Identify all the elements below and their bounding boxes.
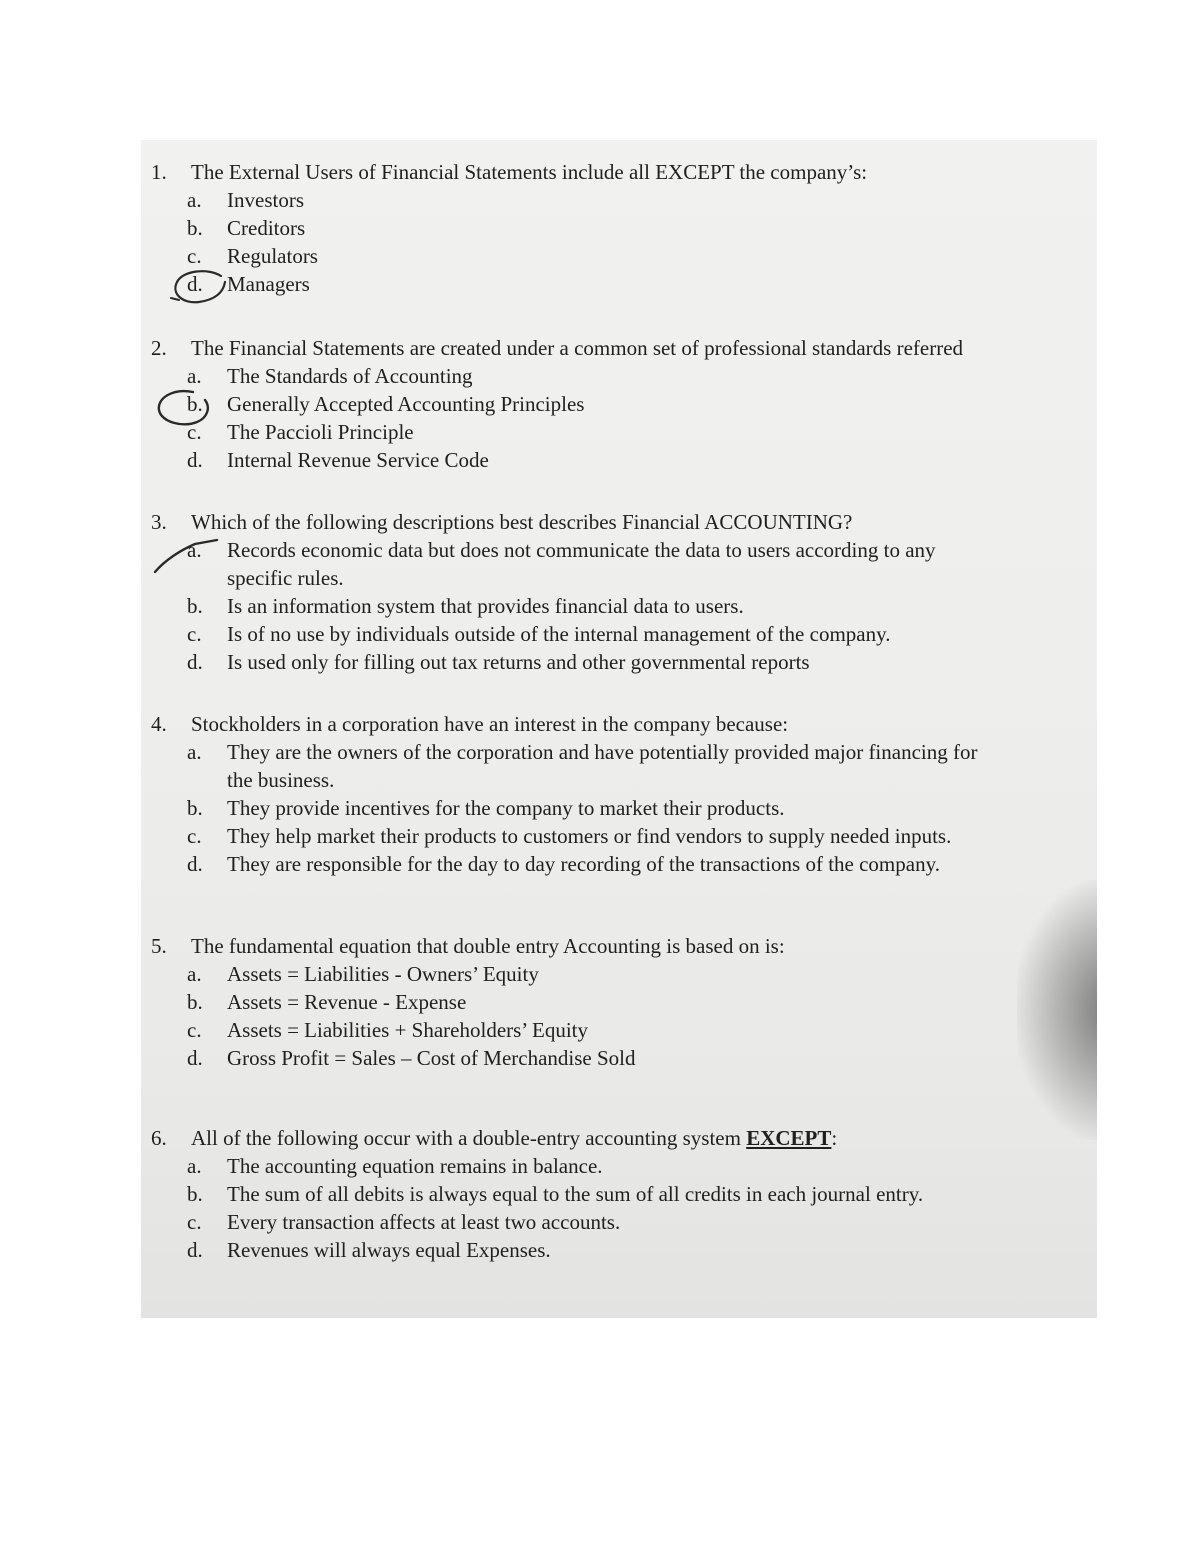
option-text: Assets = Liabilities - Owners’ Equity: [227, 962, 539, 986]
option-d: [141, 650, 1097, 678]
option-a: [141, 538, 1097, 566]
option-letter: b.: [187, 594, 203, 618]
question-text: The External Users of Financial Statements include all EXCEPT the company’s:: [191, 160, 868, 184]
question-4: [141, 712, 1097, 880]
option-text: Records economic data but does not communicate the data to users according to any: [227, 538, 936, 562]
question-2-stem: [141, 336, 1097, 364]
option-text: They help market their products to customers or find vendors to supply needed inputs.: [227, 824, 952, 848]
question-number: 2.: [151, 336, 167, 360]
question-number: 3.: [151, 510, 167, 534]
option-text: Regulators: [227, 244, 318, 268]
option-text: The Paccioli Principle: [227, 420, 414, 444]
option-letter: b.: [187, 392, 203, 416]
question-text: Stockholders in a corporation have an interest in the company because:: [191, 712, 789, 736]
option-letter: d.: [187, 1046, 203, 1070]
option-c: [141, 244, 1097, 272]
option-letter: b.: [187, 216, 203, 240]
option-letter: a.: [187, 188, 202, 212]
option-letter: c.: [187, 622, 202, 646]
question-text: [191, 1126, 837, 1151]
option-text-continuation: specific rules.: [227, 566, 344, 590]
option-b: [141, 216, 1097, 244]
question-text: Which of the following descriptions best describes Financial ACCOUNTING?: [191, 510, 853, 534]
scanned-page-photo: [141, 140, 1097, 1318]
option-a: [141, 1154, 1097, 1182]
question-3: [141, 510, 1097, 678]
option-d: [141, 1046, 1097, 1074]
question-3-stem: [141, 510, 1097, 538]
option-text: Is an information system that provides financial data to users.: [227, 594, 744, 618]
option-text: Creditors: [227, 216, 306, 240]
option-text: Generally Accepted Accounting Principles: [227, 392, 585, 416]
option-d: [141, 448, 1097, 476]
option-letter: d.: [187, 650, 203, 674]
option-text: The accounting equation remains in balance.: [227, 1154, 603, 1178]
option-letter: a.: [187, 364, 202, 388]
option-a: [141, 740, 1097, 768]
question-5-stem: [141, 934, 1097, 962]
question-number: 6.: [151, 1126, 167, 1150]
option-letter: c.: [187, 420, 202, 444]
option-letter: d.: [187, 272, 203, 296]
option-b: [141, 392, 1097, 420]
option-letter: c.: [187, 1018, 202, 1042]
option-b: [141, 1182, 1097, 1210]
option-letter: c.: [187, 244, 202, 268]
option-c: [141, 1210, 1097, 1238]
option-a-continuation: [141, 566, 1097, 594]
option-text: Every transaction affects at least two accounts.: [227, 1210, 621, 1234]
question-text: The fundamental equation that double entry Accounting is based on is:: [191, 934, 785, 958]
option-letter: d.: [187, 448, 203, 472]
option-letter: b.: [187, 796, 203, 820]
option-text: Managers: [227, 272, 310, 296]
option-text: Assets = Liabilities + Shareholders’ Equity: [227, 1018, 588, 1042]
question-1: [141, 160, 1097, 300]
option-letter: b.: [187, 990, 203, 1014]
option-text-continuation: the business.: [227, 768, 335, 792]
question-1-stem: [141, 160, 1097, 188]
option-a: [141, 188, 1097, 216]
option-letter: c.: [187, 1210, 202, 1234]
option-text: The Standards of Accounting: [227, 364, 473, 388]
option-letter: d.: [187, 852, 203, 876]
option-c: [141, 1018, 1097, 1046]
question-2: [141, 336, 1097, 476]
option-text: Investors: [227, 188, 304, 212]
option-text: Is of no use by individuals outside of the internal management of the company.: [227, 622, 891, 646]
question-6: [141, 1126, 1097, 1266]
question-4-stem: [141, 712, 1097, 740]
question-text: The Financial Statements are created under a common set of professional standards referred: [191, 336, 964, 360]
option-a-continuation: [141, 768, 1097, 796]
option-b: [141, 990, 1097, 1018]
option-letter: a.: [187, 962, 202, 986]
option-c: [141, 824, 1097, 852]
option-text: Gross Profit = Sales – Cost of Merchandise Sold: [227, 1046, 636, 1070]
option-text: Internal Revenue Service Code: [227, 448, 489, 472]
question-suffix: :: [831, 1126, 838, 1150]
option-text: They are the owners of the corporation and have potentially provided major financing for: [227, 740, 978, 764]
option-text: They provide incentives for the company to market their products.: [227, 796, 785, 820]
option-a: [141, 962, 1097, 990]
option-letter: a.: [187, 538, 202, 562]
option-letter: c.: [187, 824, 202, 848]
question-6-stem: [141, 1126, 1097, 1154]
option-letter: b.: [187, 1182, 203, 1206]
option-letter: d.: [187, 1238, 203, 1262]
option-b: [141, 796, 1097, 824]
option-text: Is used only for filling out tax returns and other governmental reports: [227, 650, 810, 674]
option-text: The sum of all debits is always equal to the sum of all credits in each journal entry.: [227, 1182, 924, 1206]
option-b: [141, 594, 1097, 622]
question-number: 5.: [151, 934, 167, 958]
option-c: [141, 420, 1097, 448]
question-emphasis: EXCEPT: [746, 1126, 832, 1150]
question-number: 4.: [151, 712, 167, 736]
option-d: [141, 852, 1097, 880]
question-5: [141, 934, 1097, 1074]
option-text: They are responsible for the day to day recording of the transactions of the company.: [227, 852, 940, 876]
option-d: [141, 272, 1097, 300]
option-d: [141, 1238, 1097, 1266]
option-text: Assets = Revenue - Expense: [227, 990, 467, 1014]
question-text-main: All of the following occur with a double-entry accounting system: [191, 1126, 741, 1150]
option-letter: a.: [187, 1154, 202, 1178]
option-text: Revenues will always equal Expenses.: [227, 1238, 551, 1262]
option-letter: a.: [187, 740, 202, 764]
question-number: 1.: [151, 160, 167, 184]
option-a: [141, 364, 1097, 392]
option-c: [141, 622, 1097, 650]
